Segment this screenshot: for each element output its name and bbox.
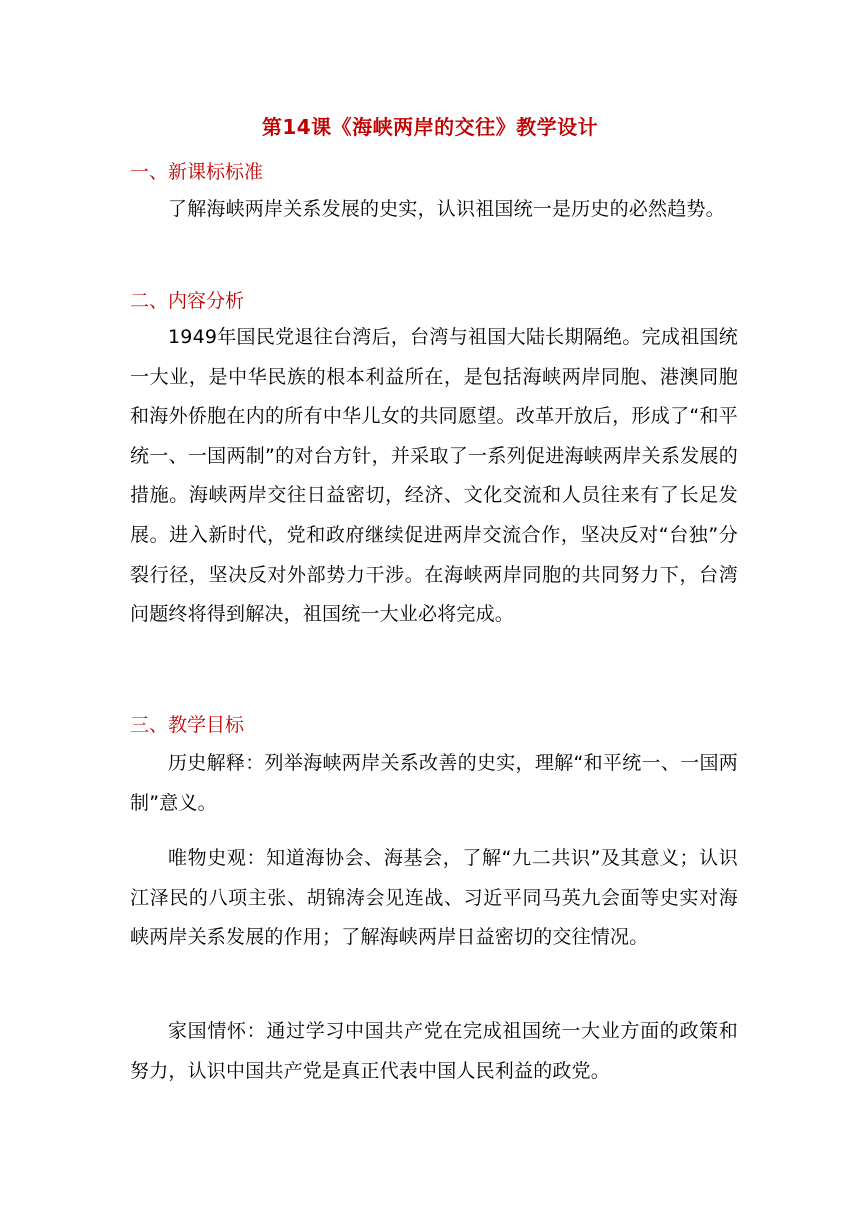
paragraph-historical-materialism: 唯物史观：知道海协会、海基会，了解“九二共识”及其意义；认识江泽民的八项主张、胡锦涛会见连战、习近平同马英九会面等史实对海峡两岸关系发展的作用；了解海峡两岸日益密切的交往情况。	[130, 847, 738, 949]
section-heading-teaching-goals: 三、教学目标	[130, 714, 245, 736]
paragraph-patriotism: 家国情怀：通过学习中国共产党在完成祖国统一大业方面的政策和努力，认识中国共产党是真正代表中国人民利益的政党。	[130, 1020, 738, 1082]
paragraph-historical-interpretation: 历史解释：列举海峡两岸关系改善的史实，理解“和平统一、一国两制”意义。	[130, 752, 738, 814]
section-heading-content-analysis: 二、内容分析	[130, 290, 245, 312]
paragraph-standards: 了解海峡两岸关系发展的史实，认识祖国统一是历史的必然趋势。	[168, 198, 725, 220]
document-title: 第14课《海峡两岸的交往》教学设计	[261, 115, 599, 139]
section-heading-standards: 一、新课标标准	[130, 161, 264, 183]
paragraph-content-analysis: 1949年国民党退往台湾后，台湾与祖国大陆长期隔绝。完成祖国统一大业，是中华民族的根本利益所在，是包括海峡两岸同胞、港澳同胞和海外侨胞在内的所有中华儿女的共同愿望。改革开放后，形成了“和平统一、一国两制”的对台方针，并采取了一系列促进海峡两岸关系发展的措施。海峡两岸交往日益密切，经济、文化交流和人员往来有了长足发展。进入新时代，党和政府继续促进两岸交流合作，坚决反对“台独”分裂行径，坚决反对外部势力干涉。在海峡两岸同胞的共同努力下，台湾问题终将得到解决，祖国统一大业必将完成。	[130, 326, 738, 626]
